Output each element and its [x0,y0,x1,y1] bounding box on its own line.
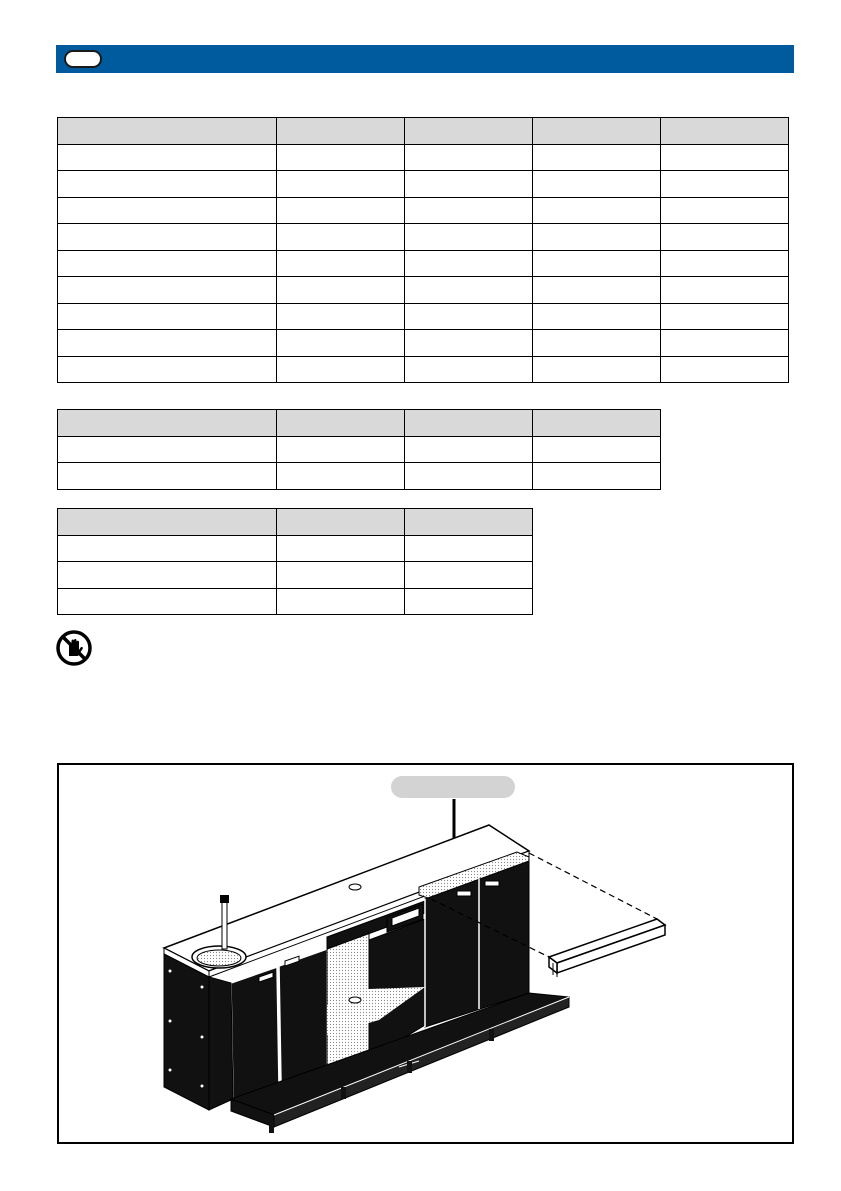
cabinet-illustration [59,765,792,1142]
spec-table-2 [57,409,661,490]
table-cell [405,303,533,330]
table-cell [58,250,277,277]
callout-label [391,776,515,798]
table-cell [58,436,277,463]
table-cell [277,277,405,304]
table-cell [661,250,789,277]
no-touch-icon [56,630,92,666]
table-cell [405,330,533,357]
table-row [58,436,661,463]
table-header-cell [661,118,789,145]
table-cell [533,144,661,171]
table-cell [277,224,405,251]
table-cell [533,250,661,277]
table-cell [533,436,661,463]
table-cell [661,303,789,330]
table-cell [277,330,405,357]
table-cell [661,224,789,251]
table-header-row [58,118,789,145]
faucet-icon [222,897,227,949]
table-cell [277,197,405,224]
table-cell [58,562,277,589]
table-cell [277,303,405,330]
figure-frame [57,763,794,1144]
table-cell [405,356,533,383]
table-row [58,224,789,251]
table-cell [405,277,533,304]
table-cell [277,171,405,198]
table-header-cell [58,509,277,536]
table-cell [58,197,277,224]
table-cell [405,436,533,463]
table-cell [277,250,405,277]
table-cell [58,535,277,562]
table-header-row [58,410,661,437]
table-header-cell [277,509,405,536]
table-row [58,303,789,330]
table-cell [277,436,405,463]
table-cell [277,562,405,589]
language-badge [64,50,102,68]
table-cell [405,144,533,171]
table-cell [58,144,277,171]
table-header-cell [58,118,277,145]
spec-table-3 [57,508,533,615]
table-cell [277,144,405,171]
table-header-row [58,509,533,536]
table-cell [533,197,661,224]
table-cell [277,535,405,562]
table-header-cell [58,410,277,437]
table-row [58,562,533,589]
table-cell [405,463,533,490]
table-cell [661,356,789,383]
table-cell [533,330,661,357]
table-cell [533,277,661,304]
table-row [58,535,533,562]
table-cell [405,171,533,198]
table-cell [405,588,533,615]
table-cell [405,535,533,562]
table-cell [661,277,789,304]
table-cell [405,562,533,589]
table-cell [58,356,277,383]
table-row [58,330,789,357]
table-row [58,144,789,171]
table-cell [661,330,789,357]
table-cell [58,303,277,330]
table-header-cell [405,410,533,437]
table-cell [405,197,533,224]
table-cell [58,224,277,251]
table-cell [533,171,661,198]
table-row [58,171,789,198]
table-cell [533,224,661,251]
table-cell [58,171,277,198]
left-cabinet-door-2 [279,949,327,1083]
table-row [58,277,789,304]
left-cabinet-door-1 [231,967,279,1099]
table-header-cell [277,410,405,437]
table-row [58,588,533,615]
table-cell [533,303,661,330]
table-row [58,356,789,383]
table-row [58,463,661,490]
table-header-cell [277,118,405,145]
table-cell [533,463,661,490]
table-cell [58,277,277,304]
table-cell [58,330,277,357]
table-cell [405,250,533,277]
table-cell [277,356,405,383]
table-cell [277,588,405,615]
table-header-cell [405,509,533,536]
table-cell [661,197,789,224]
table-header-cell [533,410,661,437]
table-header-cell [405,118,533,145]
table-cell [405,224,533,251]
table-cell [277,463,405,490]
table-header-cell [533,118,661,145]
table-row [58,197,789,224]
table-row [58,250,789,277]
table-cell [533,356,661,383]
spec-table-1 [57,117,789,383]
dashed-guide-1 [529,853,657,919]
table-cell [661,171,789,198]
table-cell [661,144,789,171]
header-bar [56,45,794,73]
table-cell [58,463,277,490]
table-cell [58,588,277,615]
